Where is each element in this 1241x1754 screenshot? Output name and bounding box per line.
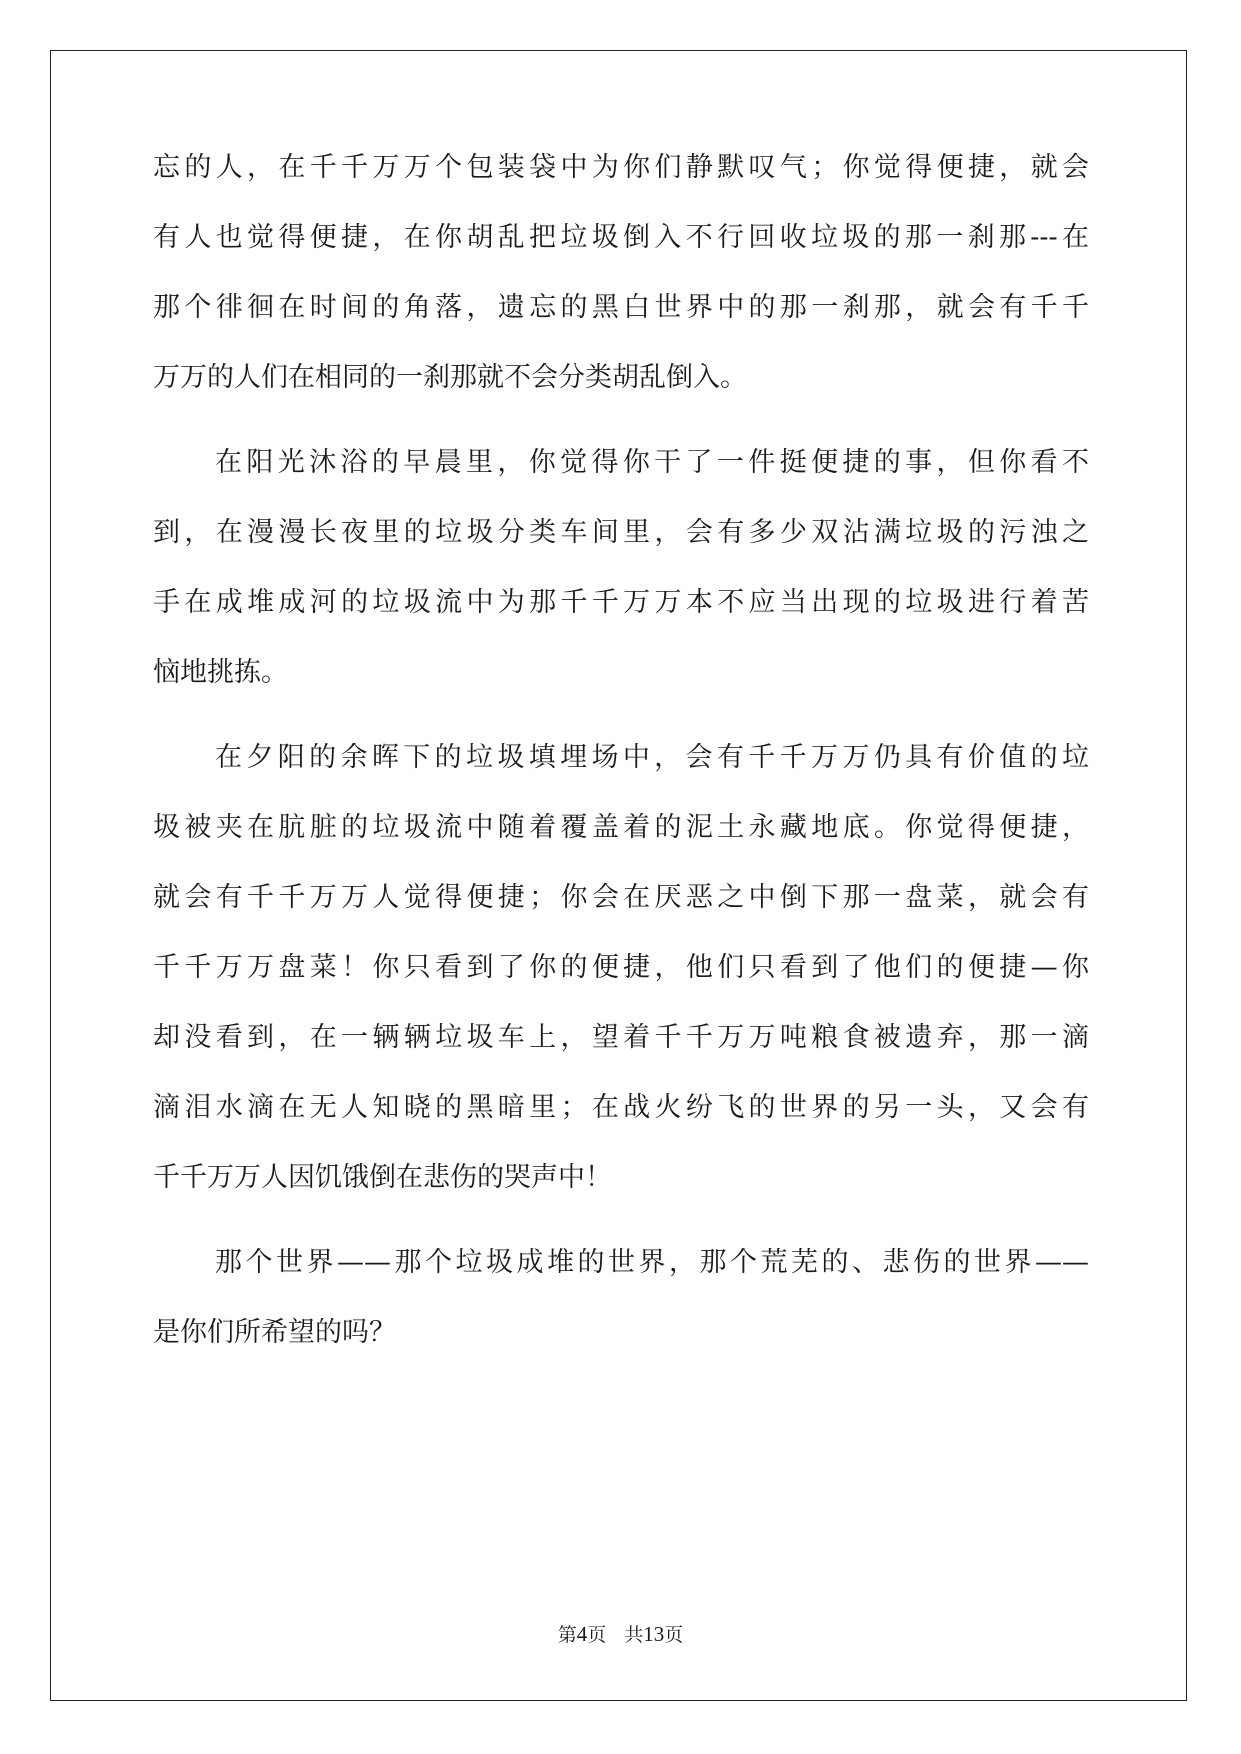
text-line: 手在成堆成河的垃圾流中为那千千万万本不应当出现的垃圾进行着苦 <box>153 587 1089 618</box>
text-line: 滴泪水滴在无人知晓的黑暗里；在战火纷飞的世界的另一头，又会有 <box>153 1092 1089 1123</box>
text-line: 到，在漫漫长夜里的垃圾分类车间里，会有多少双沾满垃圾的污浊之 <box>153 517 1089 548</box>
text-line: 是你们所希望的吗？ <box>153 1317 396 1348</box>
text-line: 恼地挑拣。 <box>153 657 288 688</box>
text-line: 千千万万人因饥饿倒在悲伤的哭声中！ <box>153 1162 612 1193</box>
footer-total-suffix: 页 <box>664 1624 684 1646</box>
current-page-number: 4 <box>576 1622 588 1646</box>
text-line: 有人也觉得便捷，在你胡乱把垃圾倒入不行回收垃圾的那一刹那---在 <box>153 222 1089 253</box>
total-page-number: 13 <box>643 1622 665 1646</box>
footer-prefix: 第 <box>557 1624 577 1646</box>
paragraph-first-line: 那个世界——那个垃圾成堆的世界，那个荒芜的、悲伤的世界—— <box>215 1247 1089 1278</box>
footer-total-prefix: 共 <box>624 1624 644 1646</box>
paragraph-first-line: 在阳光沐浴的早晨里，你觉得你干了一件挺便捷的事，但你看不 <box>215 447 1089 478</box>
page-footer <box>0 1620 1241 1647</box>
text-line: 千千万万盘菜！你只看到了你的便捷，他们只看到了他们的便捷—你 <box>153 952 1089 983</box>
text-line: 忘的人，在千千万万个包装袋中为你们静默叹气；你觉得便捷，就会 <box>153 152 1089 183</box>
text-line: 就会有千千万万人觉得便捷；你会在厌恶之中倒下那一盘菜，就会有 <box>153 882 1089 913</box>
text-line: 却没看到，在一辆辆垃圾车上，望着千千万万吨粮食被遗弃，那一滴 <box>153 1022 1089 1053</box>
paragraph-first-line: 在夕阳的余晖下的垃圾填埋场中，会有千千万万仍具有价值的垃 <box>215 742 1089 773</box>
text-line: 万万的人们在相同的一刹那就不会分类胡乱倒入。 <box>153 362 747 393</box>
text-line: 那个徘徊在时间的角落，遗忘的黑白世界中的那一刹那，就会有千千 <box>153 292 1089 323</box>
text-line: 圾被夹在肮脏的垃圾流中随着覆盖着的泥土永藏地底。你觉得便捷， <box>153 812 1089 843</box>
footer-page-suffix: 页 <box>587 1624 607 1646</box>
